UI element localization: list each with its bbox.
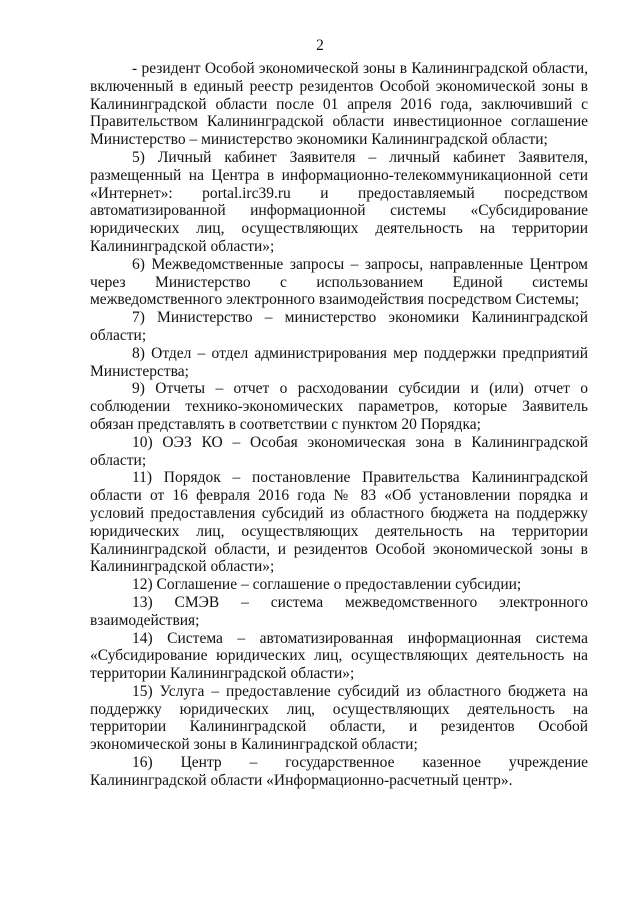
paragraph-13-smev: 13) СМЭВ – система межведомственного электронного взаимодействия; xyxy=(90,593,588,629)
paragraph-9-reports: 9) Отчеты – отчет о расходовании субсидии и (или) отчет о соблюдении технико-экономических параметров, которые Заявитель обязан представлять в соответствии с пунктом 20 Порядка; xyxy=(90,380,588,433)
paragraph-resident: - резидент Особой экономической зоны в Калининградской области, включенный в единый реестр резидентов Особой экономической зоны в Калининградской области после 01 апреля 2016 года, заключивший с Правительством Калининградской области инвестиционное соглашение Министерство – министерство экономики Калининградской области; xyxy=(90,60,588,149)
paragraph-10-sez: 10) ОЭЗ КО – Особая экономическая зона в Калининградской области; xyxy=(90,433,588,469)
paragraph-14-system: 14) Система – автоматизированная информационная система «Субсидирование юридических лиц, осуществляющих деятельность на территории Калининградской области»; xyxy=(90,629,588,683)
paragraph-12-agreement: 12) Соглашение – соглашение о предоставлении субсидии; xyxy=(132,576,522,594)
paragraph-5-personal-cabinet: 5) Личный кабинет Заявителя – личный кабинет Заявителя, размещенный на Центра в информационно-телекоммуникационной сети «Интернет»: portal.irc39.ru и предоставляемый посредством автоматизированной информационной системы «Субсидирование юридических лиц, осуществляющих деятельность на территории Калининградской области»; xyxy=(90,148,588,255)
paragraph-7-ministry: 7) Министерство – министерство экономики Калининградской области; xyxy=(90,309,588,344)
paragraph-8-department: 8) Отдел – отдел администрирования мер поддержки предприятий Министерства; xyxy=(90,344,588,380)
page-number: 2 xyxy=(316,37,324,54)
paragraph-6-interagency-requests: 6) Межведомственные запросы – запросы, направленные Центром через Министерство с использованием Единой системы межведомственного электронного взаимодействия посредством Системы; xyxy=(90,255,588,309)
paragraph-15-service: 15) Услуга – предоставление субсидий из областного бюджета на поддержку юридических лиц, осуществляющих деятельность на территории Калининградской области, и резидентов Особой экономической зоны в Калининградской области; xyxy=(90,682,588,754)
document-body xyxy=(90,60,588,790)
paragraph-16-center: 16) Центр – государственное казенное учреждение Калининградской области «Информационно-расчетный центр». xyxy=(90,754,588,789)
paragraph-11-procedure: 11) Порядок – постановление Правительства Калининградской области от 16 февраля 2016 года № 83 «Об установлении порядка и условий предоставления субсидий из областного бюджета на поддержку юридических лиц, осуществляющих деятельность на территории Калининградской области, и резидентов Особой экономической зоны в Калининградской области»; xyxy=(90,469,588,576)
